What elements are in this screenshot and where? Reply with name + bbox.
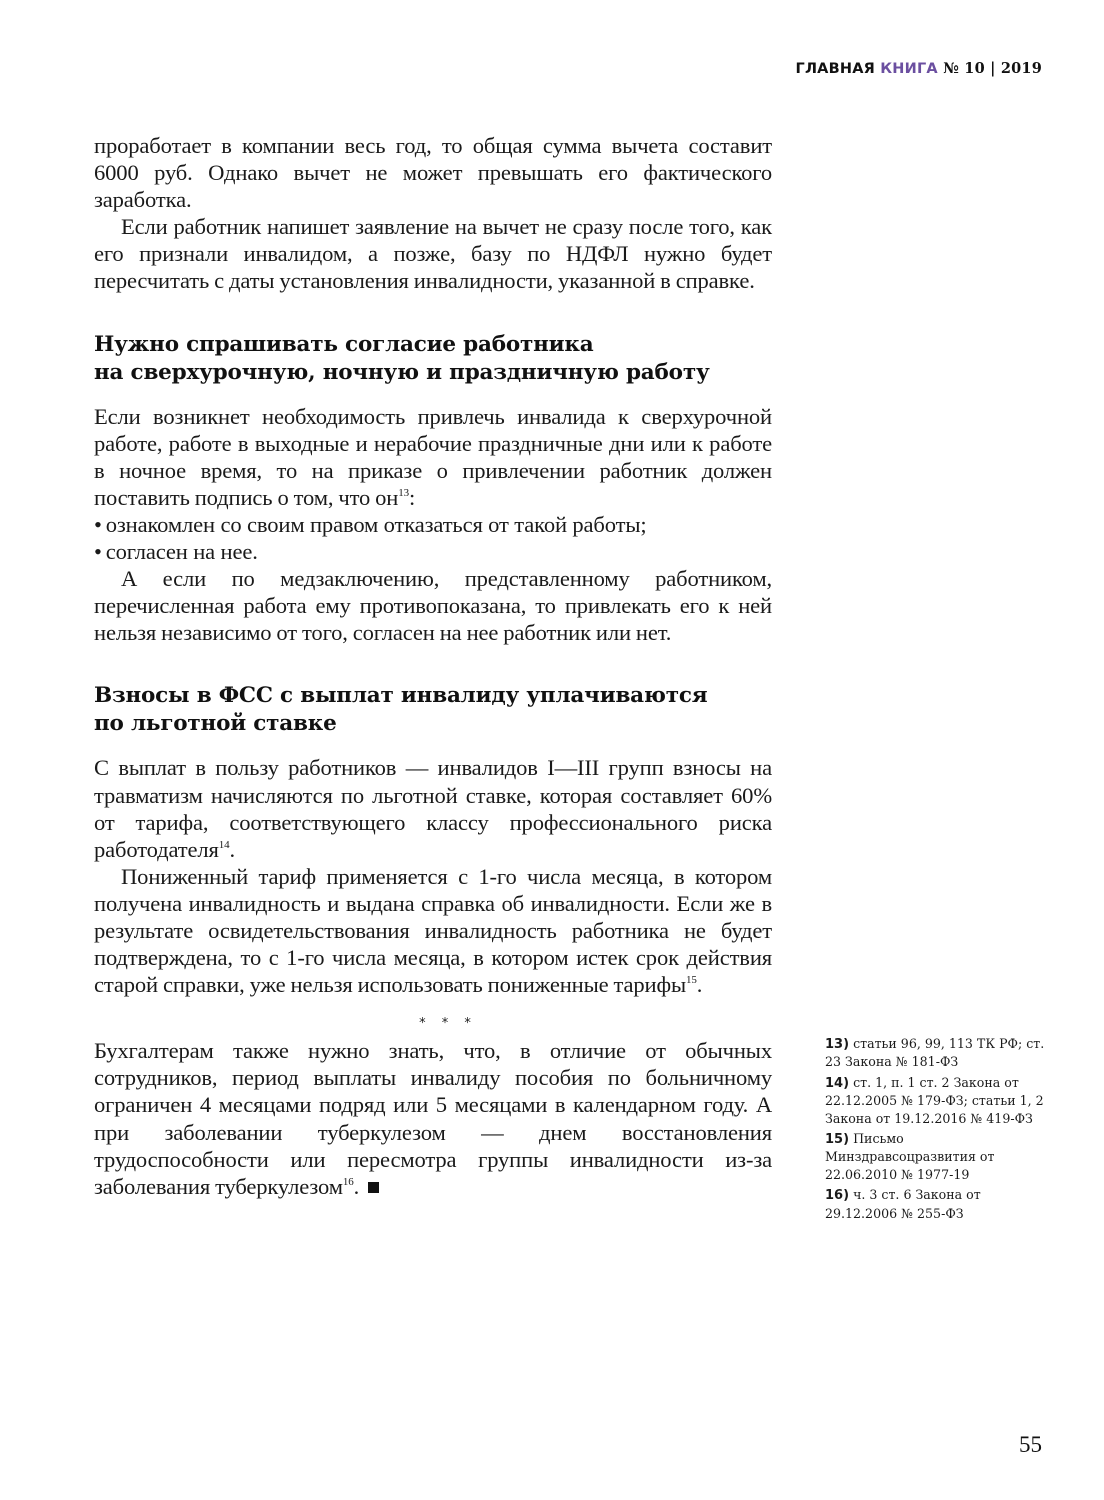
footnote xyxy=(825,1074,1055,1127)
page-number: 55 xyxy=(1019,1432,1042,1457)
footnote xyxy=(825,1186,1055,1222)
punctuation: . xyxy=(696,972,703,998)
brand-name-part1: ГЛАВНАЯ xyxy=(795,61,875,77)
bullet-icon: • xyxy=(94,511,102,537)
paragraph-text: Если возникнет необходимость привлечь инвалида к сверхурочной работе, работе в выходные и нерабочие праздничные дни или к работе в ночное время, то на приказе о привлечении работник должен поставить подпись о том, что он xyxy=(94,403,772,510)
bullet-text: согласен на нее. xyxy=(105,539,258,565)
footnote-ref[interactable]: 13 xyxy=(398,486,409,499)
paragraph-text: Пониженный тариф применяется с 1-го числа месяца, в котором получена инвалидность и выдана справка об инвалидности. Если же в результате освидетельствования инвалидность работника не будет подтверждена, то с 1-го числа месяца, в котором истек срок действия старой справки, уже нельзя использовать пониженные тарифы xyxy=(94,863,772,998)
punctuation: : xyxy=(408,484,416,510)
bullet-icon: • xyxy=(94,539,102,565)
paragraph xyxy=(94,403,772,511)
section-separator: * * * xyxy=(419,1016,477,1032)
section-heading xyxy=(94,682,772,738)
issue-number: № 10 | 2019 xyxy=(943,60,1042,77)
footnotes-column xyxy=(825,1035,1055,1225)
footnote-number: 14) xyxy=(825,1075,850,1091)
bullet-item xyxy=(94,538,772,565)
bullet-item xyxy=(94,511,772,538)
footnote-ref[interactable]: 15 xyxy=(685,974,697,987)
heading-line: Взносы в ФСС с выплат инвалиду уплачиваются xyxy=(94,683,708,709)
punctuation: . xyxy=(229,836,235,862)
heading-line: Нужно спрашивать согласие работника xyxy=(94,331,594,357)
end-of-article-icon xyxy=(368,1182,379,1193)
heading-line: по льготной ставке xyxy=(94,711,337,737)
paragraph-text: Бухгалтерам также нужно знать, что, в отличие от обычных сотрудников, период выплаты инвалиду пособия по больничному ограничен 4 месяцами подряд или 5 месяцами в календарном году. А при заболевании туберкулезом — днем восстановления трудоспособности или пересмотра группы инвалидности из-за заболевания туберкулезом xyxy=(94,1038,772,1199)
footnote-number: 15) xyxy=(825,1132,850,1148)
footnote-ref[interactable]: 16 xyxy=(342,1175,354,1188)
footnote-text: Письмо Минздравсоцразвития от 22.06.2010 № 1977-19 xyxy=(825,1131,995,1182)
section-heading xyxy=(94,331,772,387)
paragraph xyxy=(94,1037,772,1200)
footnote-text: ст. 1, п. 1 ст. 2 Закона от 22.12.2005 № 179-ФЗ; статьи 1, 2 Закона от 19.12.2016 № 419-ФЗ xyxy=(825,1074,1044,1126)
footnote-text: ч. 3 ст. 6 Закона от 29.12.2006 № 255-ФЗ xyxy=(825,1187,981,1221)
footnote xyxy=(825,1035,1055,1071)
brand-name-part2: КНИГА xyxy=(880,61,938,77)
footnote-ref[interactable]: 14 xyxy=(218,838,230,851)
running-header xyxy=(796,60,1043,77)
heading-line: на сверхурочную, ночную и праздничную работу xyxy=(94,359,710,385)
footnote xyxy=(825,1130,1055,1183)
paragraph xyxy=(94,754,772,862)
paragraph: Если работник напишет заявление на вычет не сразу после того, как его признали инвалидом, а позже, базу по НДФЛ нужно будет пересчитать с даты установления инвалидности, указанной в справке. xyxy=(94,214,772,294)
bullet-text: ознакомлен со своим правом отказаться от такой работы; xyxy=(105,511,647,537)
article-body xyxy=(94,132,772,1200)
paragraph xyxy=(94,863,772,998)
punctuation: . xyxy=(353,1173,365,1199)
footnote-number: 13) xyxy=(825,1037,850,1052)
footnote-number: 16) xyxy=(825,1188,850,1204)
paragraph: А если по медзаключению, представленному работником, перечисленная работа ему противопоказана, то привлекать его к ней нельзя независимо от того, согласен на нее работник или нет. xyxy=(94,566,772,646)
paragraph-text: С выплат в пользу работников — инвалидов I—III групп взносы на травматизм начисляются по льготной ставке, которая составляет 60% от тарифа, соответствующего классу профессионального риска работодателя xyxy=(94,755,772,862)
paragraph: проработает в компании весь год, то общая сумма вычета составит 6000 руб. Однако вычет не может превышать его фактического заработка. xyxy=(94,133,772,213)
footnote-text: статьи 96, 99, 113 ТК РФ; ст. 23 Закона № 181-ФЗ xyxy=(825,1036,1045,1070)
